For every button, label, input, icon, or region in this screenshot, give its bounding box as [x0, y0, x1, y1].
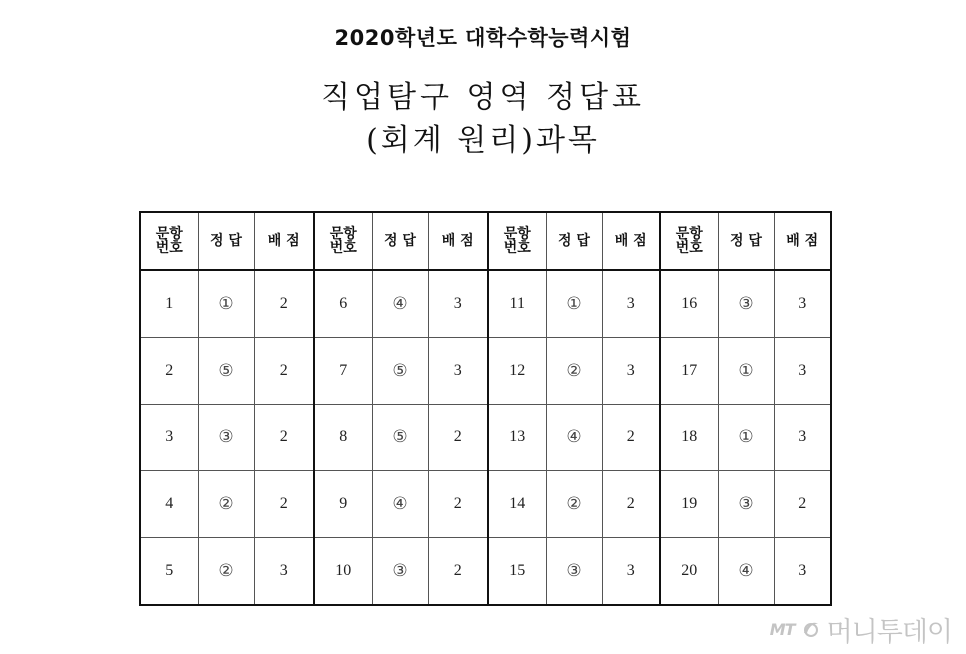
table-row — [140, 537, 831, 605]
question-number: 20 — [660, 537, 718, 605]
points-value: 2 — [428, 404, 488, 470]
points-value: 3 — [774, 338, 831, 404]
answer-choice: ② — [198, 471, 254, 537]
answer-choice: ③ — [198, 404, 254, 470]
question-number: 7 — [314, 338, 372, 404]
question-number: 9 — [314, 471, 372, 537]
answer-choice: ② — [546, 338, 602, 404]
points-value: 2 — [254, 471, 314, 537]
points-value: 3 — [774, 537, 831, 605]
answer-choice: ① — [718, 338, 774, 404]
points-value: 3 — [602, 537, 660, 605]
table-row — [140, 471, 831, 537]
points-value: 2 — [602, 404, 660, 470]
question-number: 4 — [140, 471, 198, 537]
table-header-row — [140, 212, 831, 270]
answer-choice: ④ — [372, 270, 428, 338]
question-number: 17 — [660, 338, 718, 404]
question-number-header: 문항 번호 — [488, 212, 546, 270]
question-number: 6 — [314, 270, 372, 338]
table-row — [140, 404, 831, 470]
watermark-publisher-name: 머니투데이 — [826, 616, 952, 648]
answer-table — [139, 211, 832, 606]
answer-header: 정 답 — [546, 212, 602, 270]
question-number: 5 — [140, 537, 198, 605]
points-value: 2 — [428, 471, 488, 537]
answer-choice: ② — [546, 471, 602, 537]
points-value: 2 — [254, 270, 314, 338]
question-number: 12 — [488, 338, 546, 404]
question-number: 13 — [488, 404, 546, 470]
answer-choice: ⑤ — [372, 404, 428, 470]
answer-choice: ② — [198, 537, 254, 605]
answer-choice: ⑤ — [372, 338, 428, 404]
points-value: 3 — [602, 338, 660, 404]
question-number: 15 — [488, 537, 546, 605]
points-header: 배 점 — [774, 212, 831, 270]
table-row — [140, 270, 831, 338]
question-number: 10 — [314, 537, 372, 605]
watermark-mt-mark: MT — [769, 619, 795, 639]
points-header: 배 점 — [428, 212, 488, 270]
points-value: 2 — [774, 471, 831, 537]
answer-header: 정 답 — [718, 212, 774, 270]
points-value: 3 — [602, 270, 660, 338]
subject-title: (회계 원리)과목 — [366, 123, 600, 158]
answer-choice: ③ — [718, 471, 774, 537]
answer-choice: ① — [718, 404, 774, 470]
points-value: 2 — [602, 471, 660, 537]
question-number-header: 문항 번호 — [140, 212, 198, 270]
question-number: 2 — [140, 338, 198, 404]
question-number: 14 — [488, 471, 546, 537]
points-value: 3 — [774, 270, 831, 338]
answer-choice: ⑤ — [198, 338, 254, 404]
points-value: 2 — [254, 338, 314, 404]
question-number: 18 — [660, 404, 718, 470]
answer-choice: ④ — [546, 404, 602, 470]
points-header: 배 점 — [254, 212, 314, 270]
answer-choice: ③ — [546, 537, 602, 605]
exam-year-title: 2020학년도 대학수학능력시험 — [334, 26, 632, 50]
question-number: 19 — [660, 471, 718, 537]
answer-choice: ③ — [372, 537, 428, 605]
points-header: 배 점 — [602, 212, 660, 270]
points-value: 3 — [428, 270, 488, 338]
question-number-header: 문항 번호 — [314, 212, 372, 270]
swoosh-icon — [801, 619, 821, 639]
points-value: 3 — [254, 537, 314, 605]
points-value: 2 — [428, 537, 488, 605]
question-number: 16 — [660, 270, 718, 338]
answer-choice: ④ — [372, 471, 428, 537]
points-value: 2 — [254, 404, 314, 470]
answer-choice: ① — [198, 270, 254, 338]
answer-header: 정 답 — [198, 212, 254, 270]
points-value: 3 — [428, 338, 488, 404]
publisher-watermark — [770, 612, 952, 646]
answer-choice: ③ — [718, 270, 774, 338]
question-number: 1 — [140, 270, 198, 338]
question-number: 3 — [140, 404, 198, 470]
answer-choice: ① — [546, 270, 602, 338]
question-number-header: 문항 번호 — [660, 212, 718, 270]
question-number: 11 — [488, 270, 546, 338]
answer-choice: ④ — [718, 537, 774, 605]
answer-header: 정 답 — [372, 212, 428, 270]
question-number: 8 — [314, 404, 372, 470]
table-row — [140, 338, 831, 404]
points-value: 3 — [774, 404, 831, 470]
answer-key-title: 직업탐구 영역 정답표 — [321, 80, 645, 115]
